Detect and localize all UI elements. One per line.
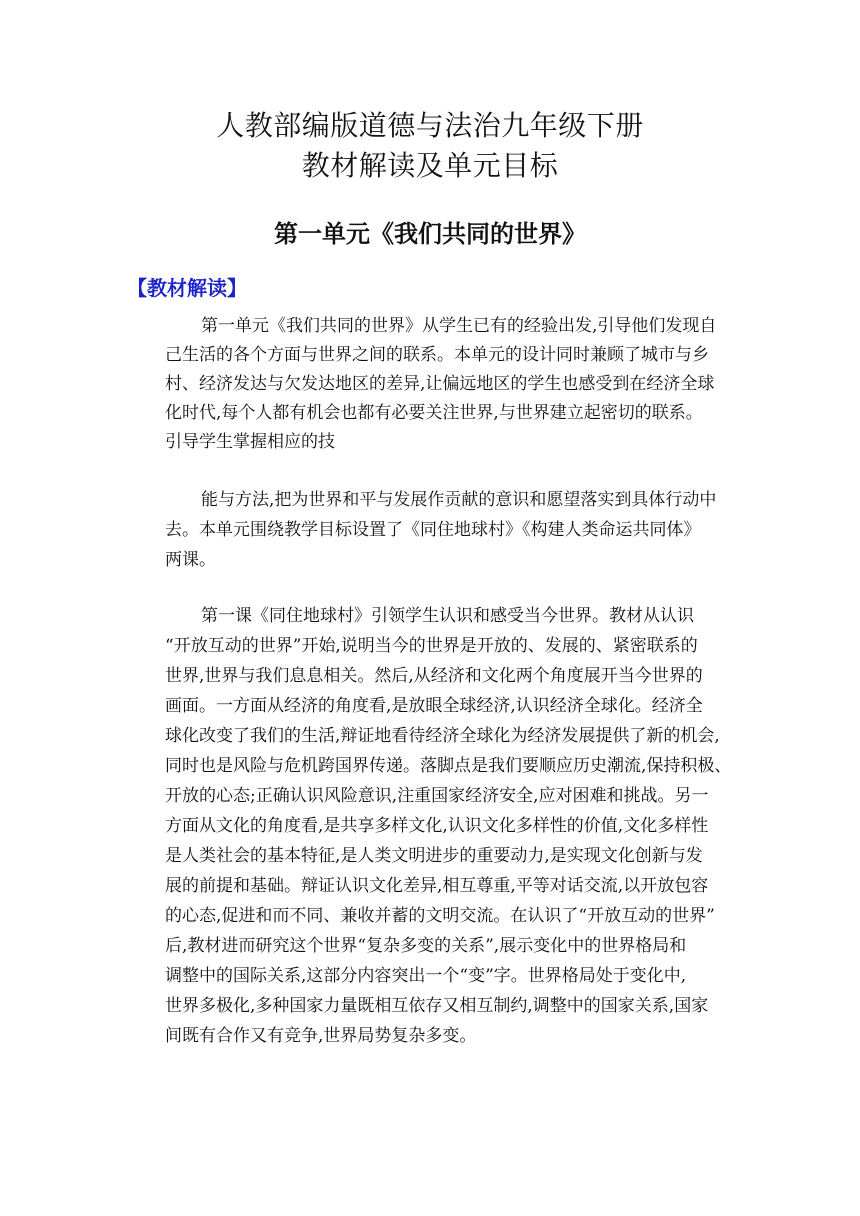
- paragraph-line: 第一单元《我们共同的世界》从学生已有的经验出发,引导他们发现自: [201, 316, 717, 336]
- paragraph-line: 是人类社会的基本特征,是人类文明进步的重要动力,是实现文化创新与发: [165, 846, 703, 866]
- paragraph-line: “开放互动的世界”开始,说明当今的世界是开放的、发展的、紧密联系的: [165, 636, 698, 656]
- paragraph-line: 世界,世界与我们息息相关。然后,从经济和文化两个角度展开当今世界的: [165, 666, 703, 686]
- unit-title: 第一单元《我们共同的世界》: [274, 220, 586, 248]
- paragraph-line: 调整中的国际关系,这部分内容突出一个“变”字。世界格局处于变化中,: [165, 966, 687, 986]
- document-title-line1: 人教部编版道德与法治九年级下册: [216, 109, 644, 142]
- paragraph-line: 间既有合作又有竞争,世界局势复杂多变。: [165, 1026, 477, 1046]
- paragraph-line: 方面从文化的角度看,是共享多样文化,认识文化多样性的价值,文化多样性: [165, 816, 709, 836]
- paragraph-line: 村、经济发达与欠发达地区的差异,让偏远地区的学生也感受到在经济全球: [165, 374, 715, 394]
- paragraph-line: 的心态,促进和而不同、兼收并蓄的文明交流。在认识了“开放互动的世界”: [165, 906, 715, 926]
- paragraph-line: 画面。一方面从经济的角度看,是放眼全球经济,认识经济全球化。经济全: [165, 696, 703, 716]
- paragraph-line: 化时代,每个人都有机会也都有必要关注世界,与世界建立起密切的联系。: [165, 403, 703, 423]
- paragraph-line: 展的前提和基础。辩证认识文化差异,相互尊重,平等对话交流,以开放包容: [165, 876, 709, 896]
- paragraph-line: 引导学生掌握相应的技: [165, 432, 335, 452]
- paragraph-line: 能与方法,把为世界和平与发展作贡献的意识和愿望落实到具体行动中: [201, 490, 717, 510]
- paragraph-line: 开放的心态;正确认识风险意识,注重国家经济安全,应对困难和挑战。另一: [165, 786, 709, 806]
- paragraph-line: 后,教材进而研究这个世界“复杂多变的关系”,展示变化中的世界格局和: [165, 936, 687, 956]
- paragraph-line: 己生活的各个方面与世界之间的联系。本单元的设计同时兼顾了城市与乡: [165, 345, 709, 365]
- paragraph-line: 同时也是风险与危机跨国界传递。落脚点是我们要顺应历史潮流,保持积极、: [165, 756, 732, 776]
- section-heading: 【教材解读】: [127, 276, 247, 300]
- paragraph-line: 第一课《同住地球村》引领学生认识和感受当今世界。教材从认识: [201, 606, 694, 626]
- paragraph-line: 两课。: [165, 550, 216, 570]
- document-title-line2: 教材解读及单元目标: [301, 149, 559, 182]
- paragraph-line: 世界多极化,多种国家力量既相互依存又相互制约,调整中的国家关系,国家: [165, 996, 709, 1016]
- paragraph-line: 去。本单元围绕教学目标设置了《同住地球村》《构建人类命运共同体》: [165, 520, 701, 540]
- paragraph-line: 球化改变了我们的生活,辩证地看待经济全球化为经济发展提供了新的机会,: [165, 726, 720, 746]
